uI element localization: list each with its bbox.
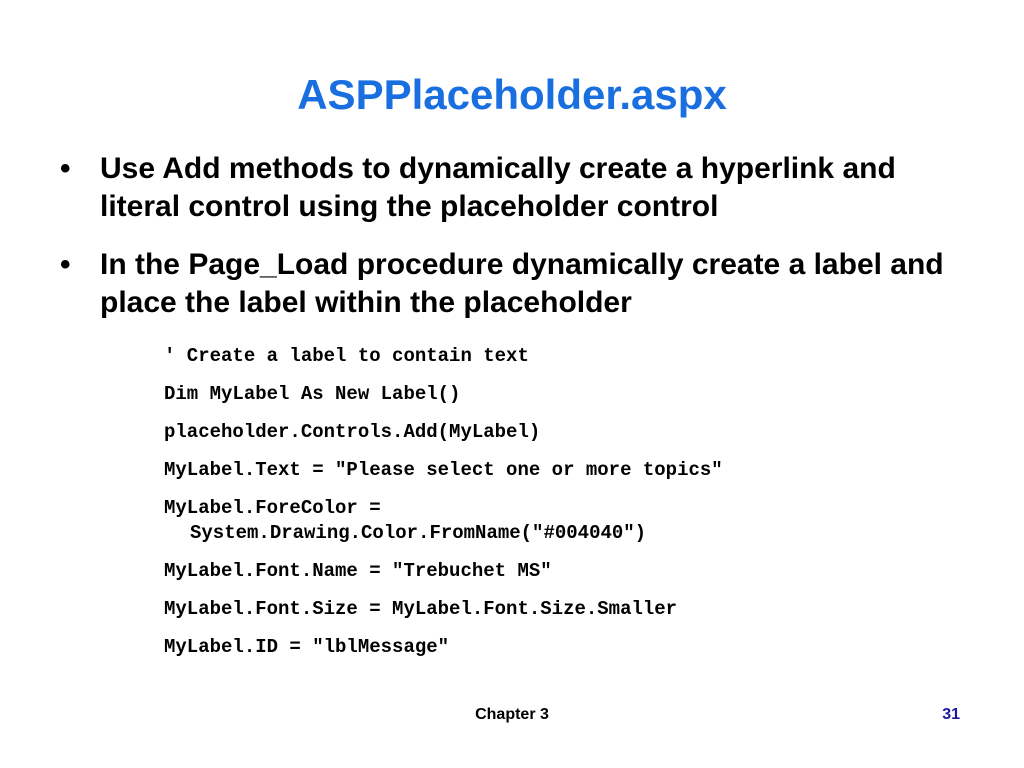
code-line: Dim MyLabel As New Label() — [164, 383, 461, 405]
bullet-marker: • — [60, 248, 71, 281]
code-line-part: MyLabel.ForeColor = — [164, 497, 381, 519]
bullet-text: Use Add methods to dynamically create a hyperlink and literal control using the placeholder control — [100, 152, 896, 223]
code-line — [164, 496, 924, 546]
bullet-marker: • — [60, 152, 71, 185]
code-block — [164, 344, 924, 673]
slide-title: ASPPlaceholder.aspx — [297, 71, 727, 118]
bullet-list — [60, 150, 960, 342]
code-line-continuation: System.Drawing.Color.FromName("#004040") — [190, 522, 647, 544]
code-line: placeholder.Controls.Add(MyLabel) — [164, 421, 541, 443]
code-line: MyLabel.Font.Size = MyLabel.Font.Size.Smaller — [164, 598, 678, 620]
bullet-item — [60, 246, 960, 322]
page-number: 31 — [942, 706, 960, 723]
code-line: MyLabel.ID = "lblMessage" — [164, 636, 450, 658]
code-line: MyLabel.Font.Name = "Trebuchet MS" — [164, 560, 552, 582]
code-line: ' Create a label to contain text — [164, 345, 529, 367]
code-line: MyLabel.Text = "Please select one or more topics" — [164, 459, 723, 481]
bullet-text: In the Page_Load procedure dynamically create a label and place the label within the placeholder — [100, 248, 944, 319]
bullet-item — [60, 150, 960, 226]
footer-chapter-label: Chapter 3 — [475, 706, 549, 723]
